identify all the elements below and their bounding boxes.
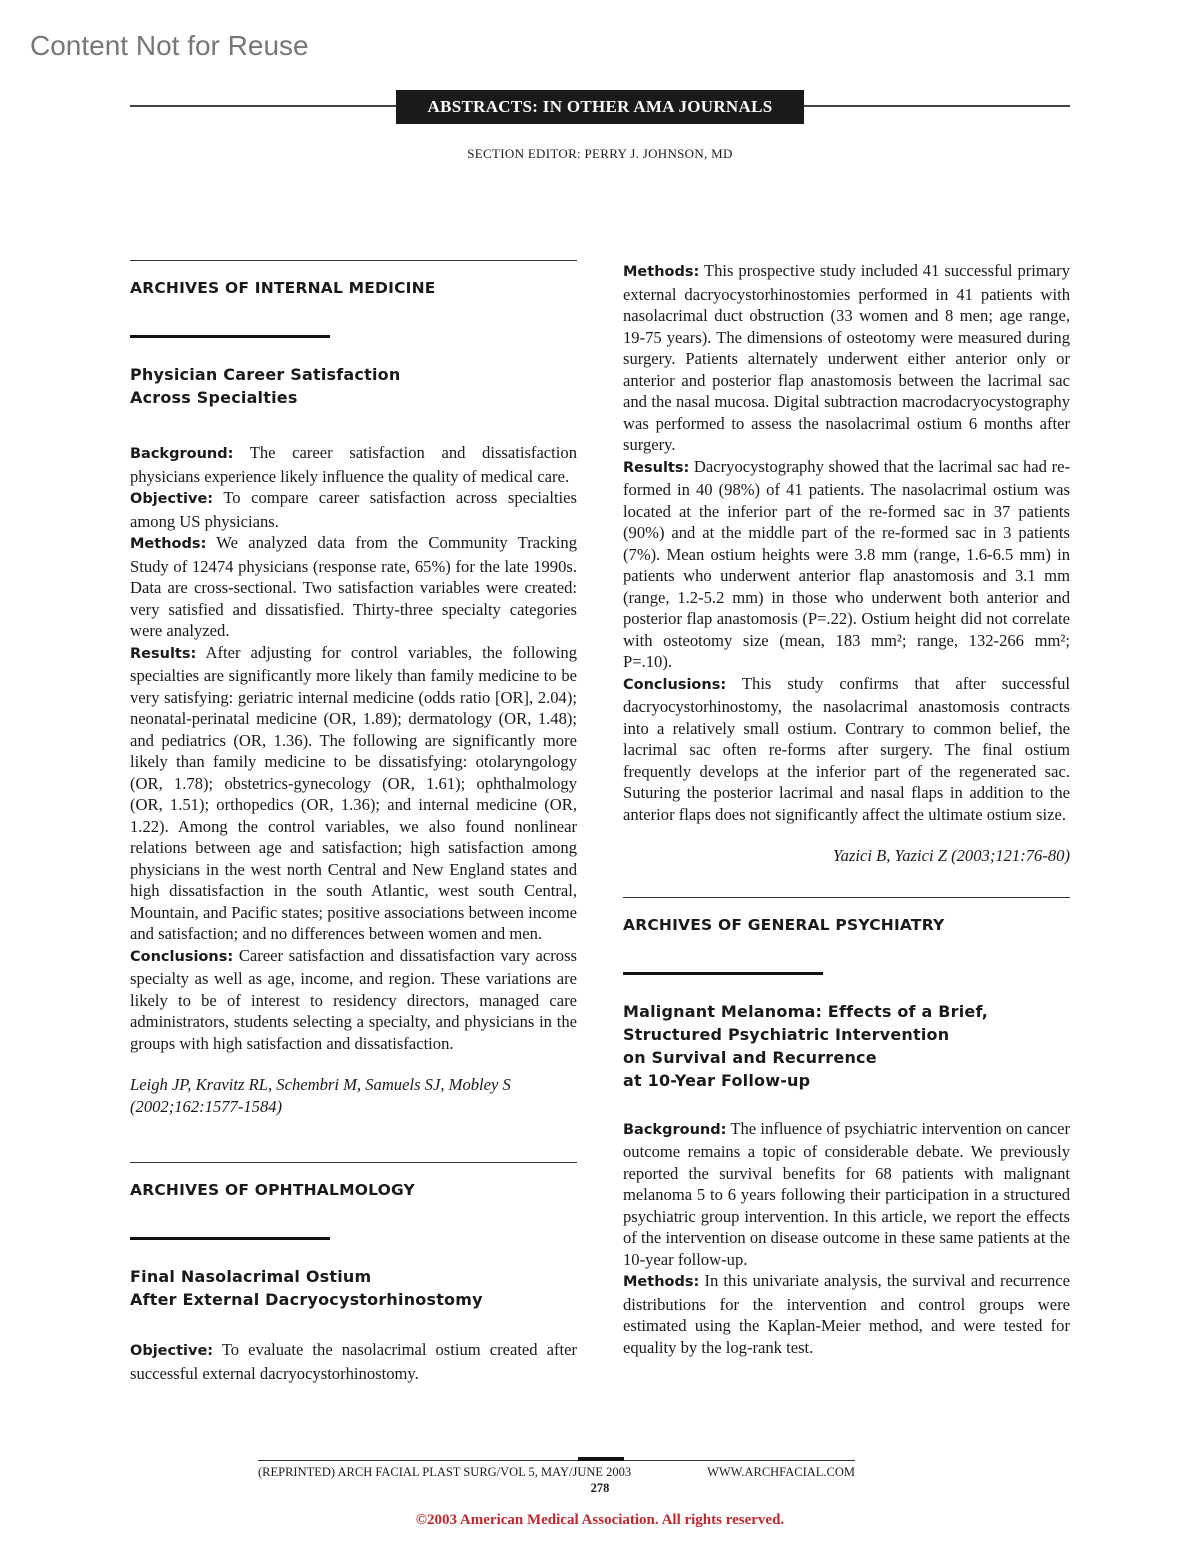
abstract-results — [623, 456, 1070, 673]
short-rule — [130, 335, 330, 338]
footer — [258, 1465, 855, 1480]
citation: Leigh JP, Kravitz RL, Schembri M, Samuels SJ, Mobley S (2002;162:1577-1584) — [130, 1075, 511, 1116]
abstract-conclusions — [623, 673, 1070, 826]
abstract-conclusions — [130, 945, 577, 1055]
short-rule — [623, 972, 823, 975]
article-title-line: at 10-Year Follow-up — [623, 1070, 811, 1090]
abstract-background — [623, 1118, 1070, 1271]
article-title-career-satisfaction — [130, 363, 577, 409]
journal-heading-ophthalmology: ARCHIVES OF OPHTHALMOLOGY — [130, 1181, 415, 1199]
article-title-nasolacrimal — [130, 1265, 577, 1311]
abstract-background — [130, 442, 577, 487]
label-objective: Objective: — [130, 491, 214, 507]
label-conclusions: Conclusions: — [623, 676, 727, 693]
journal-heading-general-psychiatry: ARCHIVES OF GENERAL PSYCHIATRY — [623, 915, 945, 934]
text-methods: This prospective study included 41 successful primary external dacryocystorhinostomies performed in 41 patients with nasolacrimal duct obstruction (33 women and 8 men; age range, 19-75 years). The dimensions of osteotomy were measured during surgery. Patients alternately underwent either anterior only or anterior and posterior flap anastomosis between the lacrimal sac and the nasal mucosa. Digital subtraction macrodacryocystography was performed to assess the nasolacrimal ostium 6 months after surgery. — [623, 261, 1071, 454]
text-objective: To compare career satisfaction across specialties among US physicians. — [130, 488, 577, 531]
label-background: Background: — [623, 1121, 727, 1138]
text-objective: To evaluate the nasolacrimal ostium created after successful external dacryocystorhinostomy. — [130, 1340, 578, 1383]
right-column — [623, 260, 1070, 1358]
text-results: Dacryocystography showed that the lacrimal sac had re-formed in 40 (98%) of 41 patients. The nasolacrimal ostium was located at the inferior part of the re-formed sac in 37 patients (90%) and at the middle part of the re-formed sac in 3 patients (7%). Mean ostium heights were 3.8 mm (range, 1.6-6.5 mm) in patients who underwent anterior flap anastomosis and 3.1 mm (range, 1.2-5.2 mm) in those who underwent both anterior and posterior flap anastomosis (P=.22). Ostium height did not correlate with osteotomy size (mean, 183 mm²; range, 132-266 mm²; P=.10). — [623, 456, 1070, 671]
article-title-line: Physician Career Satisfaction — [130, 365, 401, 384]
abstract-methods — [623, 260, 1070, 456]
text-background: The career satisfaction and dissatisfaction physicians experience likely influence the quality of medical care. — [130, 443, 577, 486]
label-results: Results: — [130, 645, 197, 662]
article-title-line: Structured Psychiatric Intervention — [623, 1024, 950, 1044]
section-editor: SECTION EDITOR: PERRY J. JOHNSON, MD — [467, 146, 733, 161]
text-background: The influence of psychiatric intervention on cancer outcome remains a topic of considerable debate. We previously reported the survival benefits for 68 patients with malignant melanoma 5 to 6 years following their participation in a structured psychiatric group intervention. In this article, we report the effects of the intervention on disease outcome in these same patients at the 10-year follow-up. — [623, 1118, 1070, 1269]
label-results: Results: — [623, 459, 690, 476]
journal-rule — [623, 897, 1070, 898]
article-title-line: on Survival and Recurrence — [623, 1047, 877, 1067]
label-objective: Objective: — [130, 1343, 214, 1359]
article-title-line: Final Nasolacrimal Ostium — [130, 1267, 372, 1286]
watermark: Content Not for Reuse — [30, 30, 309, 61]
label-methods: Methods: — [623, 1274, 700, 1290]
article-title-line: Malignant Melanoma: Effects of a Brief, — [623, 1001, 989, 1021]
copyright-notice: ©2003 American Medical Association. All rights reserved. — [415, 1512, 785, 1528]
text-methods: In this univariate analysis, the survival and recurrence distributions for the intervention and control groups were estimated using the Kaplan-Meier method, and were tested for equality by the log-rank test. — [623, 1271, 1070, 1357]
text-conclusions: Career satisfaction and dissatisfaction vary across specialty as well as age, income, and region. These variations are likely to be of interest to residency directors, managed care administrators, students selecting a specialty, and physicians in the groups with high satisfaction and dissatisfaction. — [130, 945, 577, 1053]
short-rule — [130, 1237, 330, 1240]
abstract-results — [130, 642, 577, 945]
banner-title: ABSTRACTS: IN OTHER AMA JOURNALS — [396, 90, 804, 124]
article-title-melanoma — [623, 1000, 1070, 1092]
journal-rule — [130, 260, 577, 261]
label-conclusions: Conclusions: — [130, 948, 234, 965]
abstract-objective — [130, 1339, 577, 1384]
footer-mark — [578, 1457, 624, 1461]
label-methods: Methods: — [130, 536, 207, 552]
label-background: Background: — [130, 446, 234, 462]
text-results: After adjusting for control variables, the following specialties are significantly more likely than family medicine to be very satisfying: geriatric internal medicine (odds ratio [OR], 2.04); neonatal-perinatal medicine (OR, 1.89); dermatology (OR, 1.48); and pediatrics (OR, 1.36). The following are significantly more likely than family medicine to be dissatisfying: otolaryngology (OR, 1.78); obstetrics-gynecology (OR, 1.61); ophthalmology (OR, 1.51); orthopedics (OR, 1.36); and internal medicine (OR, 1.22). Among the control variables, we also found nonlinear relations between age and satisfaction; high satisfaction among physicians in the west north Central and New England states and high dissatisfaction in the south Atlantic, west south Central, Mountain, and Pacific states; positive associations between income and satisfaction; and no differences between women and men. — [130, 642, 578, 943]
abstract-objective — [130, 487, 577, 532]
abstract-methods — [130, 532, 577, 642]
citation: Yazici B, Yazici Z (2003;121:76-80) — [832, 846, 1070, 865]
journal-heading-internal-medicine: ARCHIVES OF INTERNAL MEDICINE — [130, 279, 436, 297]
banner-rule-right — [804, 105, 1070, 107]
footer-website: WWW.ARCHFACIAL.COM — [707, 1465, 855, 1479]
article-title-line: After External Dacryocystorhinostomy — [130, 1290, 483, 1309]
abstract-methods — [623, 1270, 1070, 1358]
section-banner — [130, 90, 1070, 124]
text-methods: We analyzed data from the Community Tracking Study of 12474 physicians (response rate, 65%) for the late 1990s. Data are cross-sectional. Two satisfaction variables were created: very satisfied and dissatisfied. Thirty-three specialty categories were analyzed. — [130, 533, 577, 640]
footer-journal-info: (REPRINTED) ARCH FACIAL PLAST SURG/VOL 5, MAY/JUNE 2003 — [258, 1465, 632, 1479]
label-methods: Methods: — [623, 264, 700, 280]
journal-rule — [130, 1162, 577, 1163]
banner-rule-left — [130, 105, 396, 107]
page-number: 278 — [590, 1481, 610, 1495]
footer-rule — [258, 1460, 855, 1461]
article-title-line: Across Specialties — [130, 388, 298, 407]
text-conclusions: This study confirms that after successful dacryocystorhinostomy, the nasolacrimal anastomosis contracts into a relatively small ostium. Contrary to common belief, the lacrimal sac often re-forms after surgery. The final ostium frequently develops at the inferior part of the regenerated sac. Suturing the posterior lacrimal and nasal flaps in addition to the anterior flaps does not significantly affect the ultimate ostium size. — [623, 673, 1070, 824]
left-column — [130, 260, 577, 1384]
